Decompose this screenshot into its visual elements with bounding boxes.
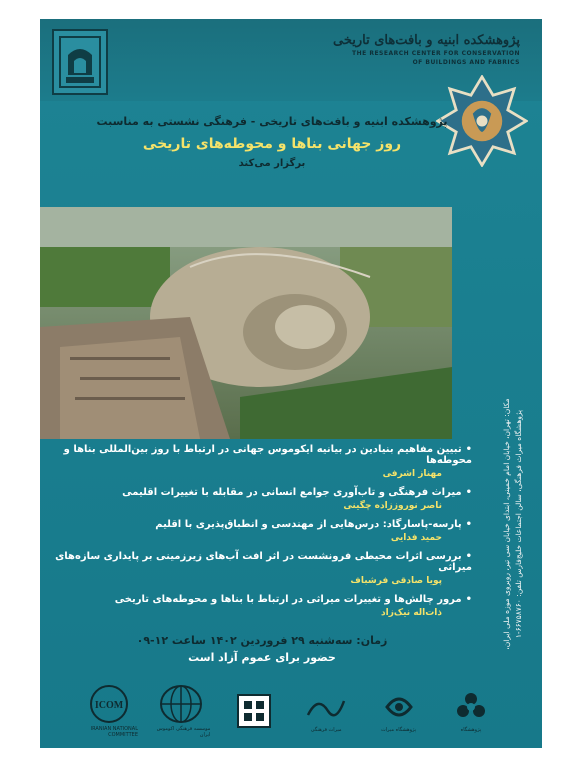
globe-icon — [159, 684, 203, 724]
intro-heading — [72, 115, 472, 169]
talk-title: تبیین مفاهیم بنیادین در بیانیه ایکوموس جهانی در ارتباط با روز بین‌المللی بناها و محوطه‌ها — [63, 444, 472, 466]
bullet-icon: • — [465, 444, 472, 455]
talk-speaker: ناصر نوروززاده چگینی — [343, 501, 442, 511]
sponsor-logos — [80, 681, 500, 741]
miras-logo — [297, 683, 355, 739]
talk-speaker: حمید فدایی — [390, 533, 442, 543]
bullet-icon: • — [465, 519, 472, 530]
talk-title: مرور چالش‌ها و تغییرات میراثی در ارتباط با بناها و محوطه‌های تاریخی — [114, 594, 462, 605]
intro-line1: پژوهشکده ابنیه و بافت‌های تاریخی - فرهنگی نشستی به مناسبت — [96, 115, 448, 128]
venue-line2: پژوهشگاه میراث فرهنگی، سالن اجتماعات خلیج‌فارس تلفن: ۶۶۷۵۸۷۶۰-۱ — [514, 409, 523, 639]
partner2-logo — [442, 683, 500, 739]
bullet-icon: • — [465, 487, 472, 498]
poster — [40, 19, 542, 748]
talk-speaker: ذات‌اله نیک‌زاد — [381, 608, 442, 618]
event-datetime: زمان: سه‌شنبه ۲۹ فروردین ۱۴۰۲ ساعت ۱۲-۰۹ — [136, 634, 388, 647]
bullet-icon: • — [465, 551, 472, 562]
intro-line3: برگزار می‌کند — [238, 158, 306, 169]
aerial-photo — [40, 207, 452, 439]
talk-item — [52, 487, 472, 511]
flower-icon — [453, 689, 489, 725]
pattern-icon — [236, 693, 272, 729]
icom-icon — [89, 684, 129, 724]
icom-caption: IRANIAN NATIONAL COMMITTEE — [90, 726, 138, 738]
miras-caption: میراث فرهنگی — [310, 727, 342, 733]
talk-speaker: پویا صادقی فرشباف — [350, 576, 442, 586]
talk-item — [52, 519, 472, 543]
talk-title: میراث فرهنگی و تاب‌آوری جوامع انسانی در مقابله با تغییرات اقلیمی — [122, 487, 462, 498]
brand-name-en-line1: THE RESEARCH CENTER FOR CONSERVATION — [352, 50, 520, 57]
knot-icon — [381, 689, 417, 725]
event-footer — [52, 634, 472, 664]
institute-caption: موسسه فرهنگی اکوموس ایران — [156, 726, 211, 738]
brand-name-fa: پژوهشکده ابنیه و بافت‌های تاریخی — [332, 33, 520, 48]
partner1-logo — [370, 683, 428, 739]
talk-speaker: مهناز اشرفی — [382, 469, 442, 479]
research-logo — [225, 683, 283, 739]
venue-line1: مکان: تهران، خیابان امام خمینی، ابتدای خیابان سی تیر، روبروی موزه ملی ایران، — [502, 398, 511, 650]
icom-text: ICOM — [94, 700, 124, 711]
talk-title: بررسی اثرات محیطی فرونشست در اثر افت آب‌های زیرزمینی بر پایداری سازه‌های میراثی — [55, 551, 472, 573]
talk-item — [52, 444, 472, 479]
partner1-caption: پژوهشگاه میراث — [380, 727, 417, 733]
talks-list — [52, 444, 472, 626]
bullet-icon: • — [465, 594, 472, 605]
brand-name-en-line2: OF BUILDINGS AND FABRICS — [412, 59, 520, 66]
free-admission-note: حضور برای عموم آزاد است — [188, 651, 336, 664]
partner2-caption: پژوهشگاه — [460, 727, 482, 733]
brand-block — [310, 33, 520, 66]
icom-logo — [80, 683, 138, 739]
institute-seal-logo — [52, 29, 108, 95]
venue-sidebar — [484, 389, 542, 659]
seal-icon — [58, 35, 102, 89]
talk-title: پارسه-پاسارگاد: درس‌هایی از مهندسی و انطباق‌پذیری با اقلیم — [155, 519, 462, 530]
talk-item — [52, 594, 472, 618]
miras-icon — [304, 689, 348, 725]
talk-item — [52, 551, 472, 586]
event-title: روز جهانی بناها و محوطه‌های تاریخی — [142, 136, 402, 152]
institute-logo — [152, 683, 210, 739]
